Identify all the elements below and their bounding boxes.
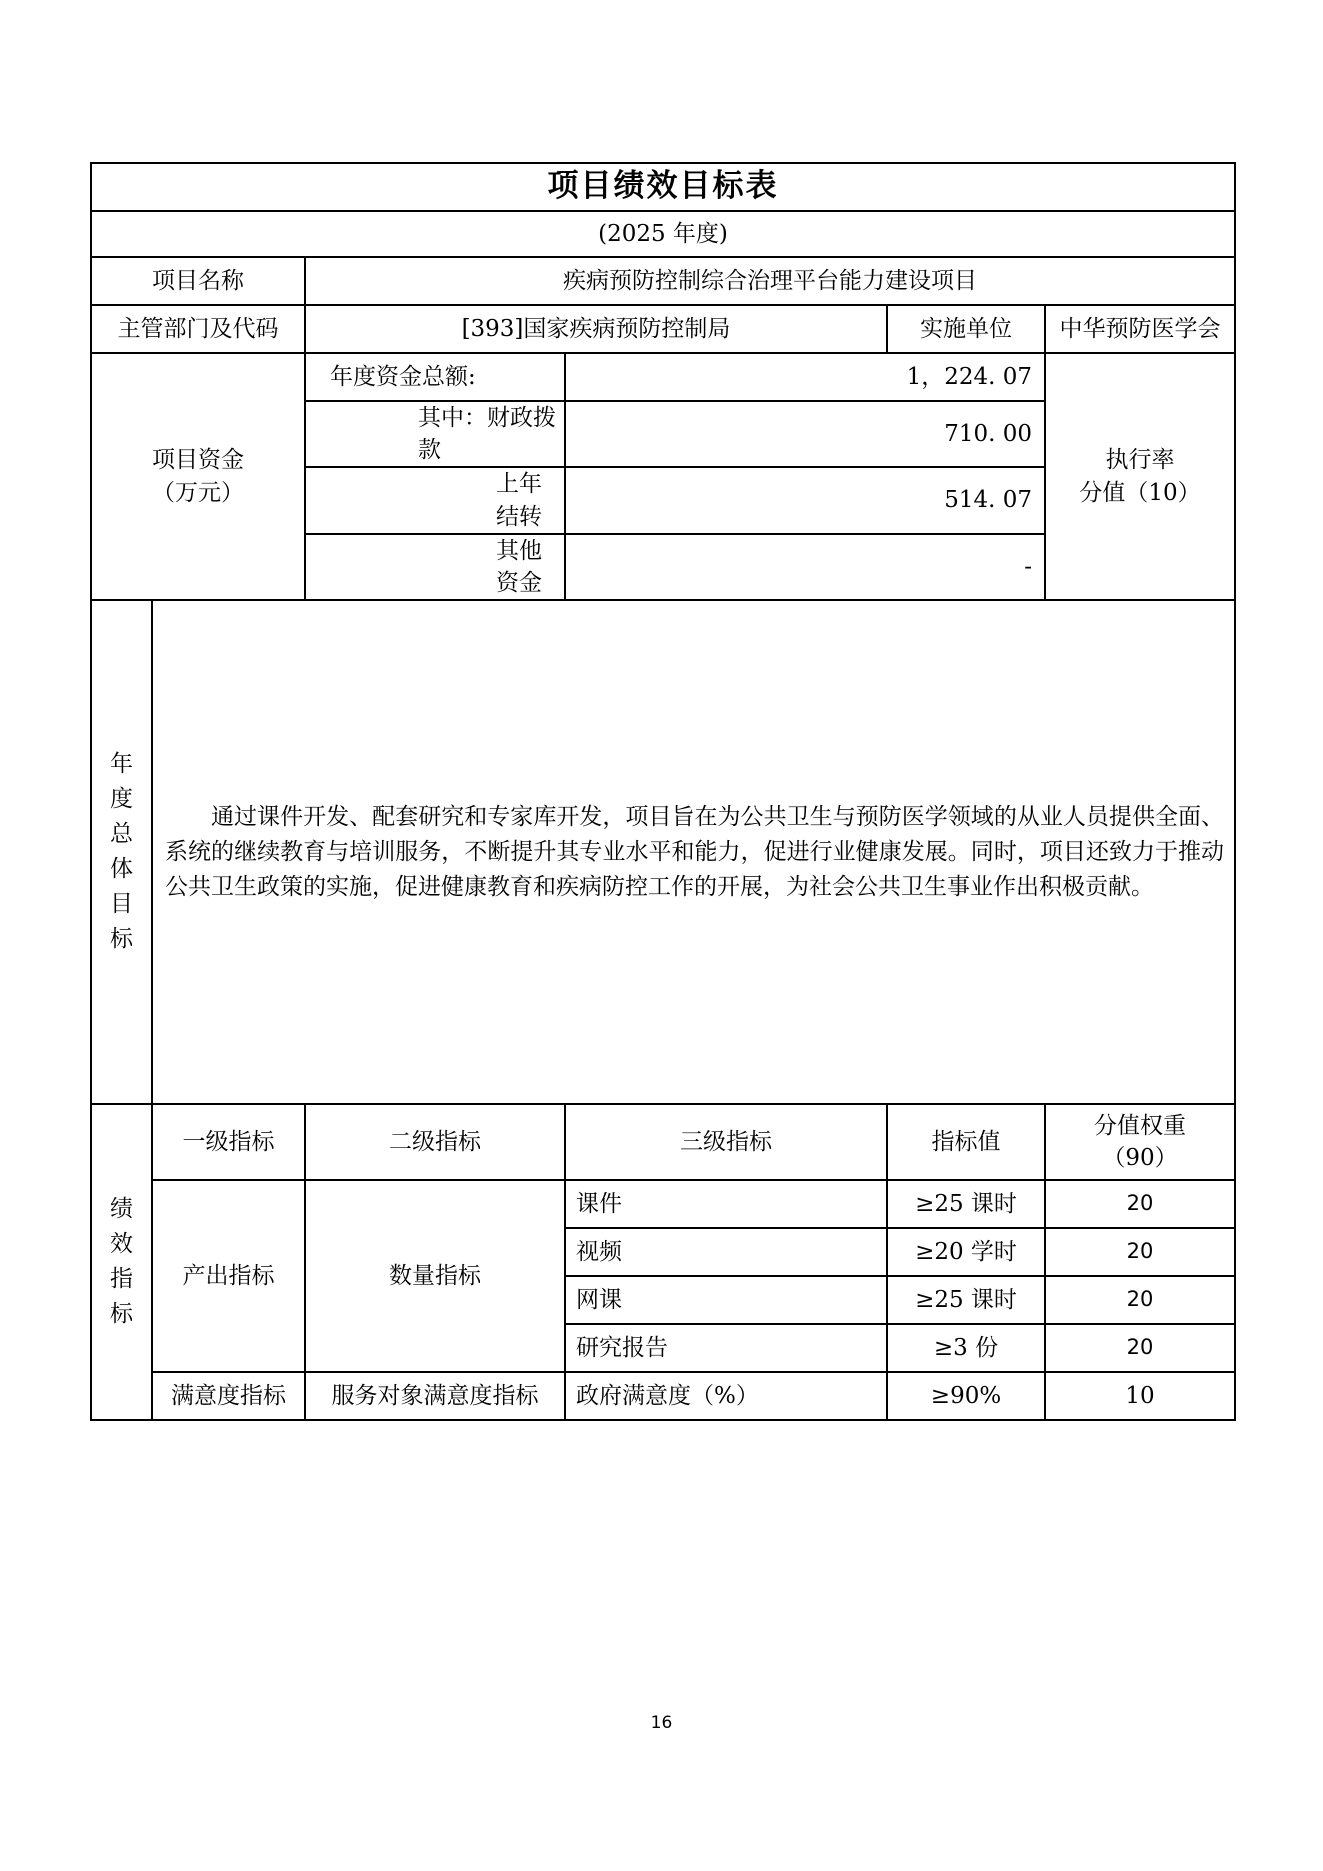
carryover-funds-value: 514. 07 bbox=[565, 467, 1045, 533]
total-funds-value: 1，224. 07 bbox=[565, 353, 1045, 401]
indicator-score: 20 bbox=[1045, 1276, 1235, 1324]
execution-rate-score bbox=[1045, 353, 1235, 600]
satisfaction-indicator-label: 满意度指标 bbox=[152, 1372, 305, 1420]
project-funds-label-line2: （万元） bbox=[152, 479, 244, 506]
annual-goal-label bbox=[91, 600, 152, 1104]
total-funds-label: 年度资金总额: bbox=[305, 353, 565, 401]
implementing-unit-label: 实施单位 bbox=[887, 305, 1045, 353]
indicator-score: 10 bbox=[1045, 1372, 1235, 1420]
fiscal-funds-value: 710. 00 bbox=[565, 401, 1045, 467]
indicator-name: 课件 bbox=[565, 1180, 887, 1228]
fiscal-funds-label: 其中：财政拨款 bbox=[305, 401, 565, 467]
quantity-indicator-label: 数量指标 bbox=[305, 1180, 565, 1372]
project-name-value: 疾病预防控制综合治理平台能力建设项目 bbox=[305, 257, 1235, 305]
execution-rate-line2: 分值（10） bbox=[1079, 479, 1201, 506]
performance-indicators-label-text: 绩效指标 bbox=[110, 1196, 133, 1328]
page-number: 16 bbox=[650, 1713, 673, 1733]
table-row bbox=[91, 1180, 1235, 1228]
indicator-name: 政府满意度（%） bbox=[565, 1372, 887, 1420]
header-weight-line2: （90） bbox=[1102, 1145, 1178, 1172]
indicator-score: 20 bbox=[1045, 1324, 1235, 1372]
implementing-unit-value: 中华预防医学会 bbox=[1045, 305, 1235, 353]
indicator-value: ≥20 学时 bbox=[887, 1228, 1045, 1276]
annual-goal-text: 通过课件开发、配套研究和专家库开发，项目旨在为公共卫生与预防医学领域的从业人员提供全面、系统的继续教育与培训服务，不断提升其专业水平和能力，促进行业健康发展。同时，项目还致力于推动公共卫生政策的实施，促进健康教育和疾病防控工作的开展，为社会公共卫生事业作出积极贡献。 bbox=[165, 803, 1225, 900]
performance-target-table bbox=[90, 162, 1236, 1421]
indicator-value: ≥25 课时 bbox=[887, 1276, 1045, 1324]
indicator-name: 网课 bbox=[565, 1276, 887, 1324]
indicator-score: 20 bbox=[1045, 1180, 1235, 1228]
other-funds-value: - bbox=[565, 534, 1045, 600]
other-funds-label: 其他资金 bbox=[305, 534, 565, 600]
carryover-funds-label: 上年结转 bbox=[305, 467, 565, 533]
execution-rate-line1: 执行率 bbox=[1105, 447, 1175, 474]
project-funds-label-line1: 项目资金 bbox=[152, 447, 244, 474]
indicator-value: ≥90% bbox=[887, 1372, 1045, 1420]
department-value: [393]国家疾病预防控制局 bbox=[305, 305, 887, 353]
year-label: (2025 年度) bbox=[91, 211, 1235, 257]
header-level1: 一级指标 bbox=[152, 1104, 305, 1180]
project-name-label: 项目名称 bbox=[91, 257, 305, 305]
table-row bbox=[91, 1372, 1235, 1420]
performance-indicators-label bbox=[91, 1104, 152, 1420]
department-label: 主管部门及代码 bbox=[91, 305, 305, 353]
annual-goal-cell bbox=[152, 600, 1235, 1104]
indicator-value: ≥25 课时 bbox=[887, 1180, 1045, 1228]
header-weight-line1: 分值权重 bbox=[1094, 1112, 1187, 1139]
header-weight bbox=[1045, 1104, 1235, 1180]
header-value: 指标值 bbox=[887, 1104, 1045, 1180]
annual-goal-label-text: 年度总体目标 bbox=[110, 751, 133, 953]
output-indicator-label: 产出指标 bbox=[152, 1180, 305, 1372]
header-level2: 二级指标 bbox=[305, 1104, 565, 1180]
indicator-value: ≥3 份 bbox=[887, 1324, 1045, 1372]
indicator-name: 研究报告 bbox=[565, 1324, 887, 1372]
indicator-name: 视频 bbox=[565, 1228, 887, 1276]
header-level3: 三级指标 bbox=[565, 1104, 887, 1180]
indicator-score: 20 bbox=[1045, 1228, 1235, 1276]
service-satisfaction-label: 服务对象满意度指标 bbox=[305, 1372, 565, 1420]
page-title: 项目绩效目标表 bbox=[91, 163, 1235, 211]
project-funds-label bbox=[91, 353, 305, 600]
